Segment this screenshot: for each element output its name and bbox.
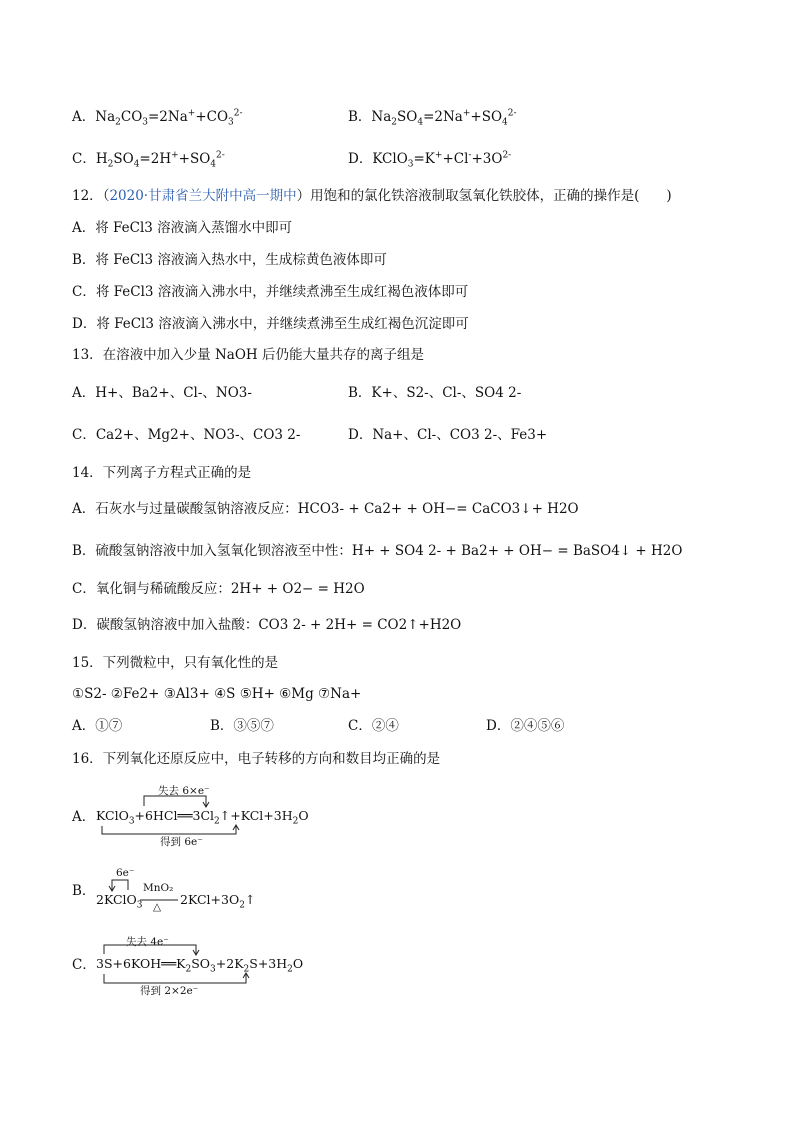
q16-a-gain-label: 得到 6e⁻ (160, 836, 203, 848)
q16-b-bracket (112, 880, 128, 890)
q16-a-lose-label: 失去 6×e⁻ (158, 785, 210, 797)
q15-option-d[interactable]: D．②④⑤⑥ (486, 718, 565, 734)
q15-stem: 15．下列微粒中，只有氧化性的是 (72, 655, 279, 671)
q16-c-equation: $3S+6KOH══K_2SO_3+2K_2S+3H_2O$ (96, 956, 304, 975)
q13-option-b[interactable]: B．K+、S2-、Cl-、SO4 2- (348, 385, 522, 401)
q16-c-lose-label: 失去 4e⁻ (126, 936, 169, 948)
q16-option-c-label[interactable]: C． (72, 957, 96, 973)
q14-option-a[interactable]: A．石灰水与过量碳酸氢钠溶液反应：HCO3- + Ca2+ + OH−= CaCO3↓+ H2O (72, 501, 579, 517)
q15-option-b[interactable]: B．③⑤⑦ (210, 718, 274, 734)
q12-option-a[interactable]: A．将 FeCl3 溶液滴入蒸馏水中即可 (72, 220, 293, 236)
q16-a-gain-arrowhead (233, 825, 239, 830)
q14-stem: 14．下列离子方程式正确的是 (72, 465, 252, 481)
q12-option-c[interactable]: C．将 FeCl3 溶液滴入沸水中，并继续煮沸至生成红褐色液体即可 (72, 284, 469, 300)
q14-option-c[interactable]: C．氧化铜与稀硫酸反应：2H+ + O2− = H2O (72, 581, 365, 597)
q12-stem: 12．（2020·甘肃省兰大附中高一期中）用饱和的氯化铁溶液制取氢氧化铁胶体，正确的操作是( ) (72, 188, 672, 204)
q16-option-a-label[interactable]: A． (72, 809, 96, 825)
q11-option-a[interactable]: A．$Na_2CO_3=2Na^++CO_3^{2-}$ (72, 108, 243, 128)
q16-a-gain-bracket (102, 826, 236, 834)
q16-c-gain-label: 得到 2×2e⁻ (140, 985, 199, 997)
q11-option-b[interactable]: B．$Na_2SO_4=2Na^++SO_4^{2-}$ (348, 108, 517, 128)
q13-option-c[interactable]: C．Ca2+、Mg2+、NO3-、CO3 2- (72, 427, 301, 443)
q12-option-b[interactable]: B．将 FeCl3 溶液滴入热水中，生成棕黄色液体即可 (72, 252, 387, 268)
q13-option-d[interactable]: D．Na+、Cl-、CO3 2-、Fe3+ (348, 427, 548, 443)
q14-option-b[interactable]: B．硫酸氢钠溶液中加入氢氧化钡溶液至中性：H+ + SO4 2- + Ba2+ + OH− = BaSO4↓ + H2O (72, 543, 683, 559)
q11-option-d[interactable]: D．$KClO_3=K^++Cl^-+3O^{2-}$ (348, 150, 512, 170)
q16-a-equation: $KClO_3+6HCl══3Cl_2↑+KCl+3H_2O$ (96, 808, 309, 827)
q16-b-catalyst: MnO₂ (143, 882, 174, 894)
q16-b-heat: △ (153, 901, 162, 913)
q16-b-arrowhead (109, 886, 115, 891)
q16-option-b-label[interactable]: B． (72, 883, 96, 899)
q15-option-c[interactable]: C．②④ (348, 718, 399, 734)
q11-option-c[interactable]: C．$H_2SO_4=2H^++SO_4^{2-}$ (72, 150, 225, 170)
q16-b-reactant: 2KClO$_3$ (96, 892, 143, 911)
q16-c-gain-bracket (104, 974, 246, 983)
q13-stem: 13．在溶液中加入少量 NaOH 后仍能大量共存的离子组是 (72, 347, 424, 363)
q15-items: ①S2- ②Fe2+ ③Al3+ ④S ⑤H+ ⑥Mg ⑦Na+ (72, 686, 362, 702)
q16-a-lose-arrowhead (203, 802, 209, 807)
q12-option-d[interactable]: D．将 FeCl3 溶液滴入沸水中，并继续煮沸至生成红褐色沉淀即可 (72, 316, 469, 332)
q16-stem: 16．下列氧化还原反应中，电子转移的方向和数目均正确的是 (72, 751, 441, 767)
q13-option-a[interactable]: A．H+、Ba2+、Cl-、NO3- (72, 385, 252, 401)
q16-b-transfer-label: 6e⁻ (116, 867, 135, 879)
q12-source: 2020·甘肃省兰大附中高一期中 (109, 188, 297, 204)
q16-b-products: $2KCl+3O_2↑$ (180, 892, 256, 911)
q14-option-d[interactable]: D．碳酸氢钠溶液中加入盐酸：CO3 2- + 2H+ = CO2↑+H2O (72, 617, 462, 633)
q15-option-a[interactable]: A．①⑦ (72, 718, 123, 734)
q16-c-lose-arrowhead (193, 950, 199, 955)
